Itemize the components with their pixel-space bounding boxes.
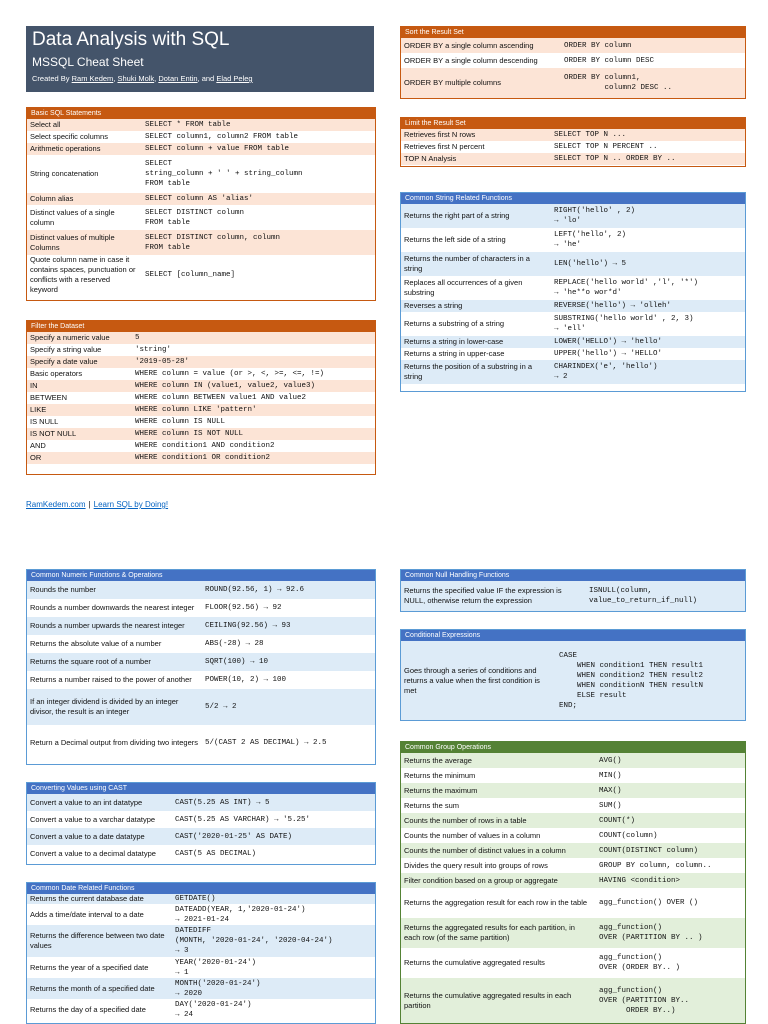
row-description: AND <box>27 440 132 452</box>
table-row <box>27 155 375 193</box>
section-title: Basic SQL Statements <box>27 108 375 119</box>
cheatsheet-table <box>401 753 745 1023</box>
credits-line: Created By Ram Kedem, Shuki Molk, Dotan Entin, and Elad Peleg <box>32 74 253 83</box>
filter-section <box>26 320 376 475</box>
title-banner <box>26 26 374 92</box>
row-description: Select specific columns <box>27 131 142 143</box>
table-row <box>27 368 375 380</box>
row-description: Returns the cumulative aggregated results <box>401 948 596 978</box>
row-code: SELECT column1, column2 FROM table <box>142 131 375 143</box>
row-code: HAVING <condition> <box>596 873 745 888</box>
row-code: ORDER BY column DESC <box>561 53 745 68</box>
row-code: WHERE column LIKE 'pattern' <box>132 404 375 416</box>
row-code: RIGHT('hello' , 2) → 'lo' <box>551 204 745 228</box>
table-row <box>27 653 375 671</box>
row-description: Convert a value to an int datatype <box>27 794 172 811</box>
table-row <box>27 205 375 230</box>
row-code: CASE WHEN condition1 THEN result1 WHEN condition2 THEN result2 WHEN conditionN THEN resultN ELSE result END; <box>556 641 745 720</box>
page-subtitle: MSSQL Cheat Sheet <box>32 55 144 69</box>
numeric-functions-section <box>26 569 376 765</box>
row-code: COUNT(DISTINCT column) <box>596 843 745 858</box>
table-row <box>27 193 375 205</box>
row-description: Returns a number raised to the power of another <box>27 671 202 689</box>
section-title: Sort the Result Set <box>401 27 745 38</box>
row-code: REPLACE('hello world' ,'l', '*') → 'he**o wor*d' <box>551 276 745 300</box>
row-description: Goes through a series of conditions and returns a value when the first condition is met <box>401 641 556 720</box>
cheatsheet-table <box>401 204 745 384</box>
table-row <box>27 845 375 862</box>
section-title: Common String Related Functions <box>401 193 745 204</box>
table-row <box>27 978 375 999</box>
tagline-link[interactable]: Learn SQL by Doing! <box>93 500 169 509</box>
table-row <box>27 957 375 978</box>
table-row <box>401 38 745 53</box>
table-row <box>27 999 375 1020</box>
row-code: 5 <box>132 332 375 344</box>
table-row <box>27 344 375 356</box>
row-description: Returns a string in lower-case <box>401 336 551 348</box>
table-row <box>401 948 745 978</box>
table-row <box>27 635 375 653</box>
row-code: SELECT TOP N PERCENT .. <box>551 141 745 153</box>
table-row <box>401 581 745 611</box>
row-description: IS NULL <box>27 416 132 428</box>
row-description: IN <box>27 380 132 392</box>
string-functions-section <box>400 192 746 392</box>
row-description: Rounds a number downwards the nearest integer <box>27 599 202 617</box>
section-title: Filter the Dataset <box>27 321 375 332</box>
table-row <box>401 68 745 98</box>
row-code: agg_function() OVER (PARTITION BY .. ) <box>596 918 745 948</box>
cheatsheet-table <box>401 38 745 98</box>
row-description: Counts the number of distinct values in a column <box>401 843 596 858</box>
row-description: Returns the cumulative aggregated results in each partition <box>401 978 596 1023</box>
section-title: Common Null Handling Functions <box>401 570 745 581</box>
section-title: Common Group Operations <box>401 742 745 753</box>
row-description: Returns the minimum <box>401 768 596 783</box>
conditional-section <box>400 629 746 721</box>
row-code: CAST(5 AS DECIMAL) <box>172 845 375 862</box>
row-description: Returns the number of characters in a string <box>401 252 551 276</box>
row-description: Returns the left side of a string <box>401 228 551 252</box>
row-code: agg_function() OVER () <box>596 888 745 918</box>
row-description: Convert a value to a date datatype <box>27 828 172 845</box>
row-description: Returns the difference between two date values <box>27 925 172 957</box>
row-description: BETWEEN <box>27 392 132 404</box>
table-row <box>401 141 745 153</box>
row-code: AVG() <box>596 753 745 768</box>
row-code: MAX() <box>596 783 745 798</box>
row-description: Basic operators <box>27 368 132 380</box>
table-row <box>27 794 375 811</box>
row-code: SUM() <box>596 798 745 813</box>
row-description: Convert a value to a decimal datatype <box>27 845 172 862</box>
table-row <box>401 828 745 843</box>
row-code: SELECT DISTINCT column, column FROM table <box>142 230 375 255</box>
table-row <box>27 230 375 255</box>
row-description: Returns the month of a specified date <box>27 978 172 999</box>
row-description: Select all <box>27 119 142 131</box>
null-handling-section <box>400 569 746 612</box>
row-description: Returns the day of a specified date <box>27 999 172 1020</box>
row-description: Returns a string in upper-case <box>401 348 551 360</box>
row-code: agg_function() OVER (ORDER BY.. ) <box>596 948 745 978</box>
row-description: Rounds the number <box>27 581 202 599</box>
row-description: Return a Decimal output from dividing two integers <box>27 725 202 761</box>
section-title: Converting Values using CAST <box>27 783 375 794</box>
cast-section <box>26 782 376 865</box>
table-row <box>401 336 745 348</box>
row-code: REVERSE('hello') → 'olleh' <box>551 300 745 312</box>
row-code: LEFT('hello', 2) → 'he' <box>551 228 745 252</box>
sort-section <box>400 26 746 99</box>
table-row <box>27 428 375 440</box>
limit-section <box>400 117 746 167</box>
row-description: String concatenation <box>27 155 142 193</box>
table-row <box>27 617 375 635</box>
row-description: Column alias <box>27 193 142 205</box>
table-row <box>401 783 745 798</box>
row-description: Quote column name in case it contains spaces, punctuation or conflicts with a reserved keyword <box>27 255 142 295</box>
row-code: WHERE column IS NOT NULL <box>132 428 375 440</box>
row-code: 5/(CAST 2 AS DECIMAL) → 2.5 <box>202 725 375 761</box>
row-description: Returns the aggregation result for each row in the table <box>401 888 596 918</box>
group-operations-section <box>400 741 746 1024</box>
table-row <box>401 276 745 300</box>
row-code: YEAR('2020-01-24') → 1 <box>172 957 375 978</box>
section-title: Common Date Related Functions <box>27 883 375 894</box>
row-description: ORDER BY a single column ascending <box>401 38 561 53</box>
author-link[interactable]: Shuki Molk <box>117 74 155 83</box>
row-description: Returns the year of a specified date <box>27 957 172 978</box>
row-code: WHERE condition1 AND condition2 <box>132 440 375 452</box>
table-row <box>401 918 745 948</box>
footer-links: RamKedem.com | Learn SQL by Doing! <box>26 500 169 509</box>
table-row <box>401 129 745 141</box>
row-code: ORDER BY column <box>561 38 745 53</box>
row-code: SELECT column AS 'alias' <box>142 193 375 205</box>
table-row <box>401 360 745 384</box>
row-description: Retrieves first N rows <box>401 129 551 141</box>
table-row <box>27 392 375 404</box>
row-description: Specify a string value <box>27 344 132 356</box>
row-code: WHERE column IN (value1, value2, value3) <box>132 380 375 392</box>
row-code: CHARINDEX('e', 'hello') → 2 <box>551 360 745 384</box>
table-row <box>27 416 375 428</box>
row-description: Specify a date value <box>27 356 132 368</box>
row-description: If an integer dividend is divided by an integer divisor, the result is an integer <box>27 689 202 725</box>
table-row <box>27 725 375 761</box>
row-description: Counts the number of values in a column <box>401 828 596 843</box>
table-row <box>401 873 745 888</box>
table-row <box>401 348 745 360</box>
row-description: Distinct values of multiple Columns <box>27 230 142 255</box>
row-description: Returns the maximum <box>401 783 596 798</box>
author-link[interactable]: Dotan Entin <box>158 74 198 83</box>
basic-sql-section <box>26 107 376 301</box>
row-code: GROUP BY column, column.. <box>596 858 745 873</box>
row-description: Arithmetic operations <box>27 143 142 155</box>
row-description: Returns the specified value IF the expression is NULL, otherwise return the expression <box>401 581 586 611</box>
row-description: Returns the position of a substring in a string <box>401 360 551 384</box>
row-description: Returns the square root of a number <box>27 653 202 671</box>
row-description: LIKE <box>27 404 132 416</box>
row-code: CAST(5.25 AS INT) → 5 <box>172 794 375 811</box>
section-title: Limit the Result Set <box>401 118 745 129</box>
row-description: Returns the right part of a string <box>401 204 551 228</box>
table-row <box>401 312 745 336</box>
row-description: Reverses a string <box>401 300 551 312</box>
table-row <box>401 228 745 252</box>
row-code: WHERE column IS NULL <box>132 416 375 428</box>
table-row <box>401 753 745 768</box>
table-row <box>27 599 375 617</box>
row-code: SELECT DISTINCT column FROM table <box>142 205 375 230</box>
row-code: UPPER('hello') → 'HELLO' <box>551 348 745 360</box>
row-code: LOWER('HELLO') → 'hello' <box>551 336 745 348</box>
row-code: ISNULL(column, value_to_return_if_null) <box>586 581 745 611</box>
row-description: Returns the current database date <box>27 894 172 904</box>
table-row <box>27 894 375 904</box>
table-row <box>401 53 745 68</box>
cheatsheet-table <box>401 129 745 165</box>
cheatsheet-table <box>27 119 375 295</box>
row-code: SELECT TOP N .. ORDER BY .. <box>551 153 745 165</box>
row-description: OR <box>27 452 132 464</box>
row-code: SELECT [column_name] <box>142 255 375 295</box>
row-description: Retrieves first N percent <box>401 141 551 153</box>
date-functions-section <box>26 882 376 1024</box>
row-description: Returns the absolute value of a number <box>27 635 202 653</box>
table-row <box>27 356 375 368</box>
row-code: COUNT(*) <box>596 813 745 828</box>
section-title: Conditional Expressions <box>401 630 745 641</box>
row-code: CAST('2020-01-25' AS DATE) <box>172 828 375 845</box>
table-row <box>27 380 375 392</box>
row-description: ORDER BY multiple columns <box>401 68 561 98</box>
row-description: TOP N Analysis <box>401 153 551 165</box>
row-code: DATEADD(YEAR, 1,'2020-01-24') → 2021-01-24 <box>172 904 375 925</box>
table-row <box>27 581 375 599</box>
row-code: SELECT * FROM table <box>142 119 375 131</box>
row-code: agg_function() OVER (PARTITION BY.. ORDER BY..) <box>596 978 745 1023</box>
table-row <box>401 300 745 312</box>
row-description: Returns the aggregated results for each partition, in each row (of the same partition) <box>401 918 596 948</box>
table-row <box>27 671 375 689</box>
table-row <box>401 252 745 276</box>
table-row <box>27 143 375 155</box>
row-code: SELECT column + value FROM table <box>142 143 375 155</box>
table-row <box>27 131 375 143</box>
row-code: 'string' <box>132 344 375 356</box>
table-row <box>27 119 375 131</box>
author-link[interactable]: Ram Kedem <box>71 74 114 83</box>
row-code: SQRT(100) → 10 <box>202 653 375 671</box>
cheatsheet-table <box>27 794 375 862</box>
row-description: Distinct values of a single column <box>27 205 142 230</box>
row-code: WHERE condition1 OR condition2 <box>132 452 375 464</box>
row-code: FLOOR(92.56) → 92 <box>202 599 375 617</box>
row-code: GETDATE() <box>172 894 375 904</box>
cheatsheet-table <box>27 332 375 464</box>
table-row <box>27 332 375 344</box>
row-description: Returns a substring of a string <box>401 312 551 336</box>
row-description: Adds a time/date interval to a date <box>27 904 172 925</box>
row-code: POWER(10, 2) → 100 <box>202 671 375 689</box>
row-description: Returns the sum <box>401 798 596 813</box>
table-row <box>27 904 375 925</box>
table-row <box>401 153 745 165</box>
row-description: Filter condition based on a group or aggregate <box>401 873 596 888</box>
row-code: MIN() <box>596 768 745 783</box>
table-row <box>27 404 375 416</box>
table-row <box>401 204 745 228</box>
row-description: Counts the number of rows in a table <box>401 813 596 828</box>
table-row <box>401 813 745 828</box>
table-row <box>401 978 745 1023</box>
row-description: IS NOT NULL <box>27 428 132 440</box>
row-code: CEILING(92.56) → 93 <box>202 617 375 635</box>
row-code: ROUND(92.56, 1) → 92.6 <box>202 581 375 599</box>
row-code: DATEDIFF (MONTH, '2020-01-24', '2020-04-24') → 3 <box>172 925 375 957</box>
table-row <box>401 798 745 813</box>
cheatsheet-table <box>27 894 375 1020</box>
row-code: WHERE column = value (or >, <, >=, <=, !=) <box>132 368 375 380</box>
row-code: ABS(-28) → 28 <box>202 635 375 653</box>
row-code: SELECT string_column + ' ' + string_column FROM table <box>142 155 375 193</box>
table-row <box>401 641 745 720</box>
row-description: Replaces all occurrences of a given substring <box>401 276 551 300</box>
site-link[interactable]: RamKedem.com <box>26 500 86 509</box>
table-row <box>27 811 375 828</box>
table-row <box>27 828 375 845</box>
row-description: Rounds a number upwards the nearest integer <box>27 617 202 635</box>
table-row <box>401 768 745 783</box>
table-row <box>27 925 375 957</box>
row-description: Convert a value to a varchar datatype <box>27 811 172 828</box>
row-code: CAST(5.25 AS VARCHAR) → '5.25' <box>172 811 375 828</box>
table-row <box>401 858 745 873</box>
row-code: COUNT(column) <box>596 828 745 843</box>
author-link[interactable]: Elad Peleg <box>216 74 253 83</box>
row-code: ORDER BY column1, column2 DESC .. <box>561 68 745 98</box>
table-row <box>27 689 375 725</box>
row-description: Divides the query result into groups of rows <box>401 858 596 873</box>
row-code: SELECT TOP N ... <box>551 129 745 141</box>
section-title: Common Numeric Functions & Operations <box>27 570 375 581</box>
page-title: Data Analysis with SQL <box>32 29 230 50</box>
cheatsheet-table <box>27 581 375 761</box>
table-row <box>27 255 375 295</box>
row-code: MONTH('2020-01-24') → 2020 <box>172 978 375 999</box>
row-description: Specify a numeric value <box>27 332 132 344</box>
table-row <box>401 888 745 918</box>
table-row <box>27 440 375 452</box>
row-description: ORDER BY a single column descending <box>401 53 561 68</box>
row-description: Returns the average <box>401 753 596 768</box>
row-code: LEN('hello') → 5 <box>551 252 745 276</box>
cheatsheet-table <box>401 581 745 611</box>
row-code: WHERE column BETWEEN value1 AND value2 <box>132 392 375 404</box>
table-row <box>401 843 745 858</box>
row-code: DAY('2020-01-24') → 24 <box>172 999 375 1020</box>
row-code: SUBSTRING('hello world' , 2, 3) → 'ell' <box>551 312 745 336</box>
cheatsheet-table <box>401 641 745 720</box>
row-code: '2019-05-28' <box>132 356 375 368</box>
row-code: 5/2 → 2 <box>202 689 375 725</box>
table-row <box>27 452 375 464</box>
